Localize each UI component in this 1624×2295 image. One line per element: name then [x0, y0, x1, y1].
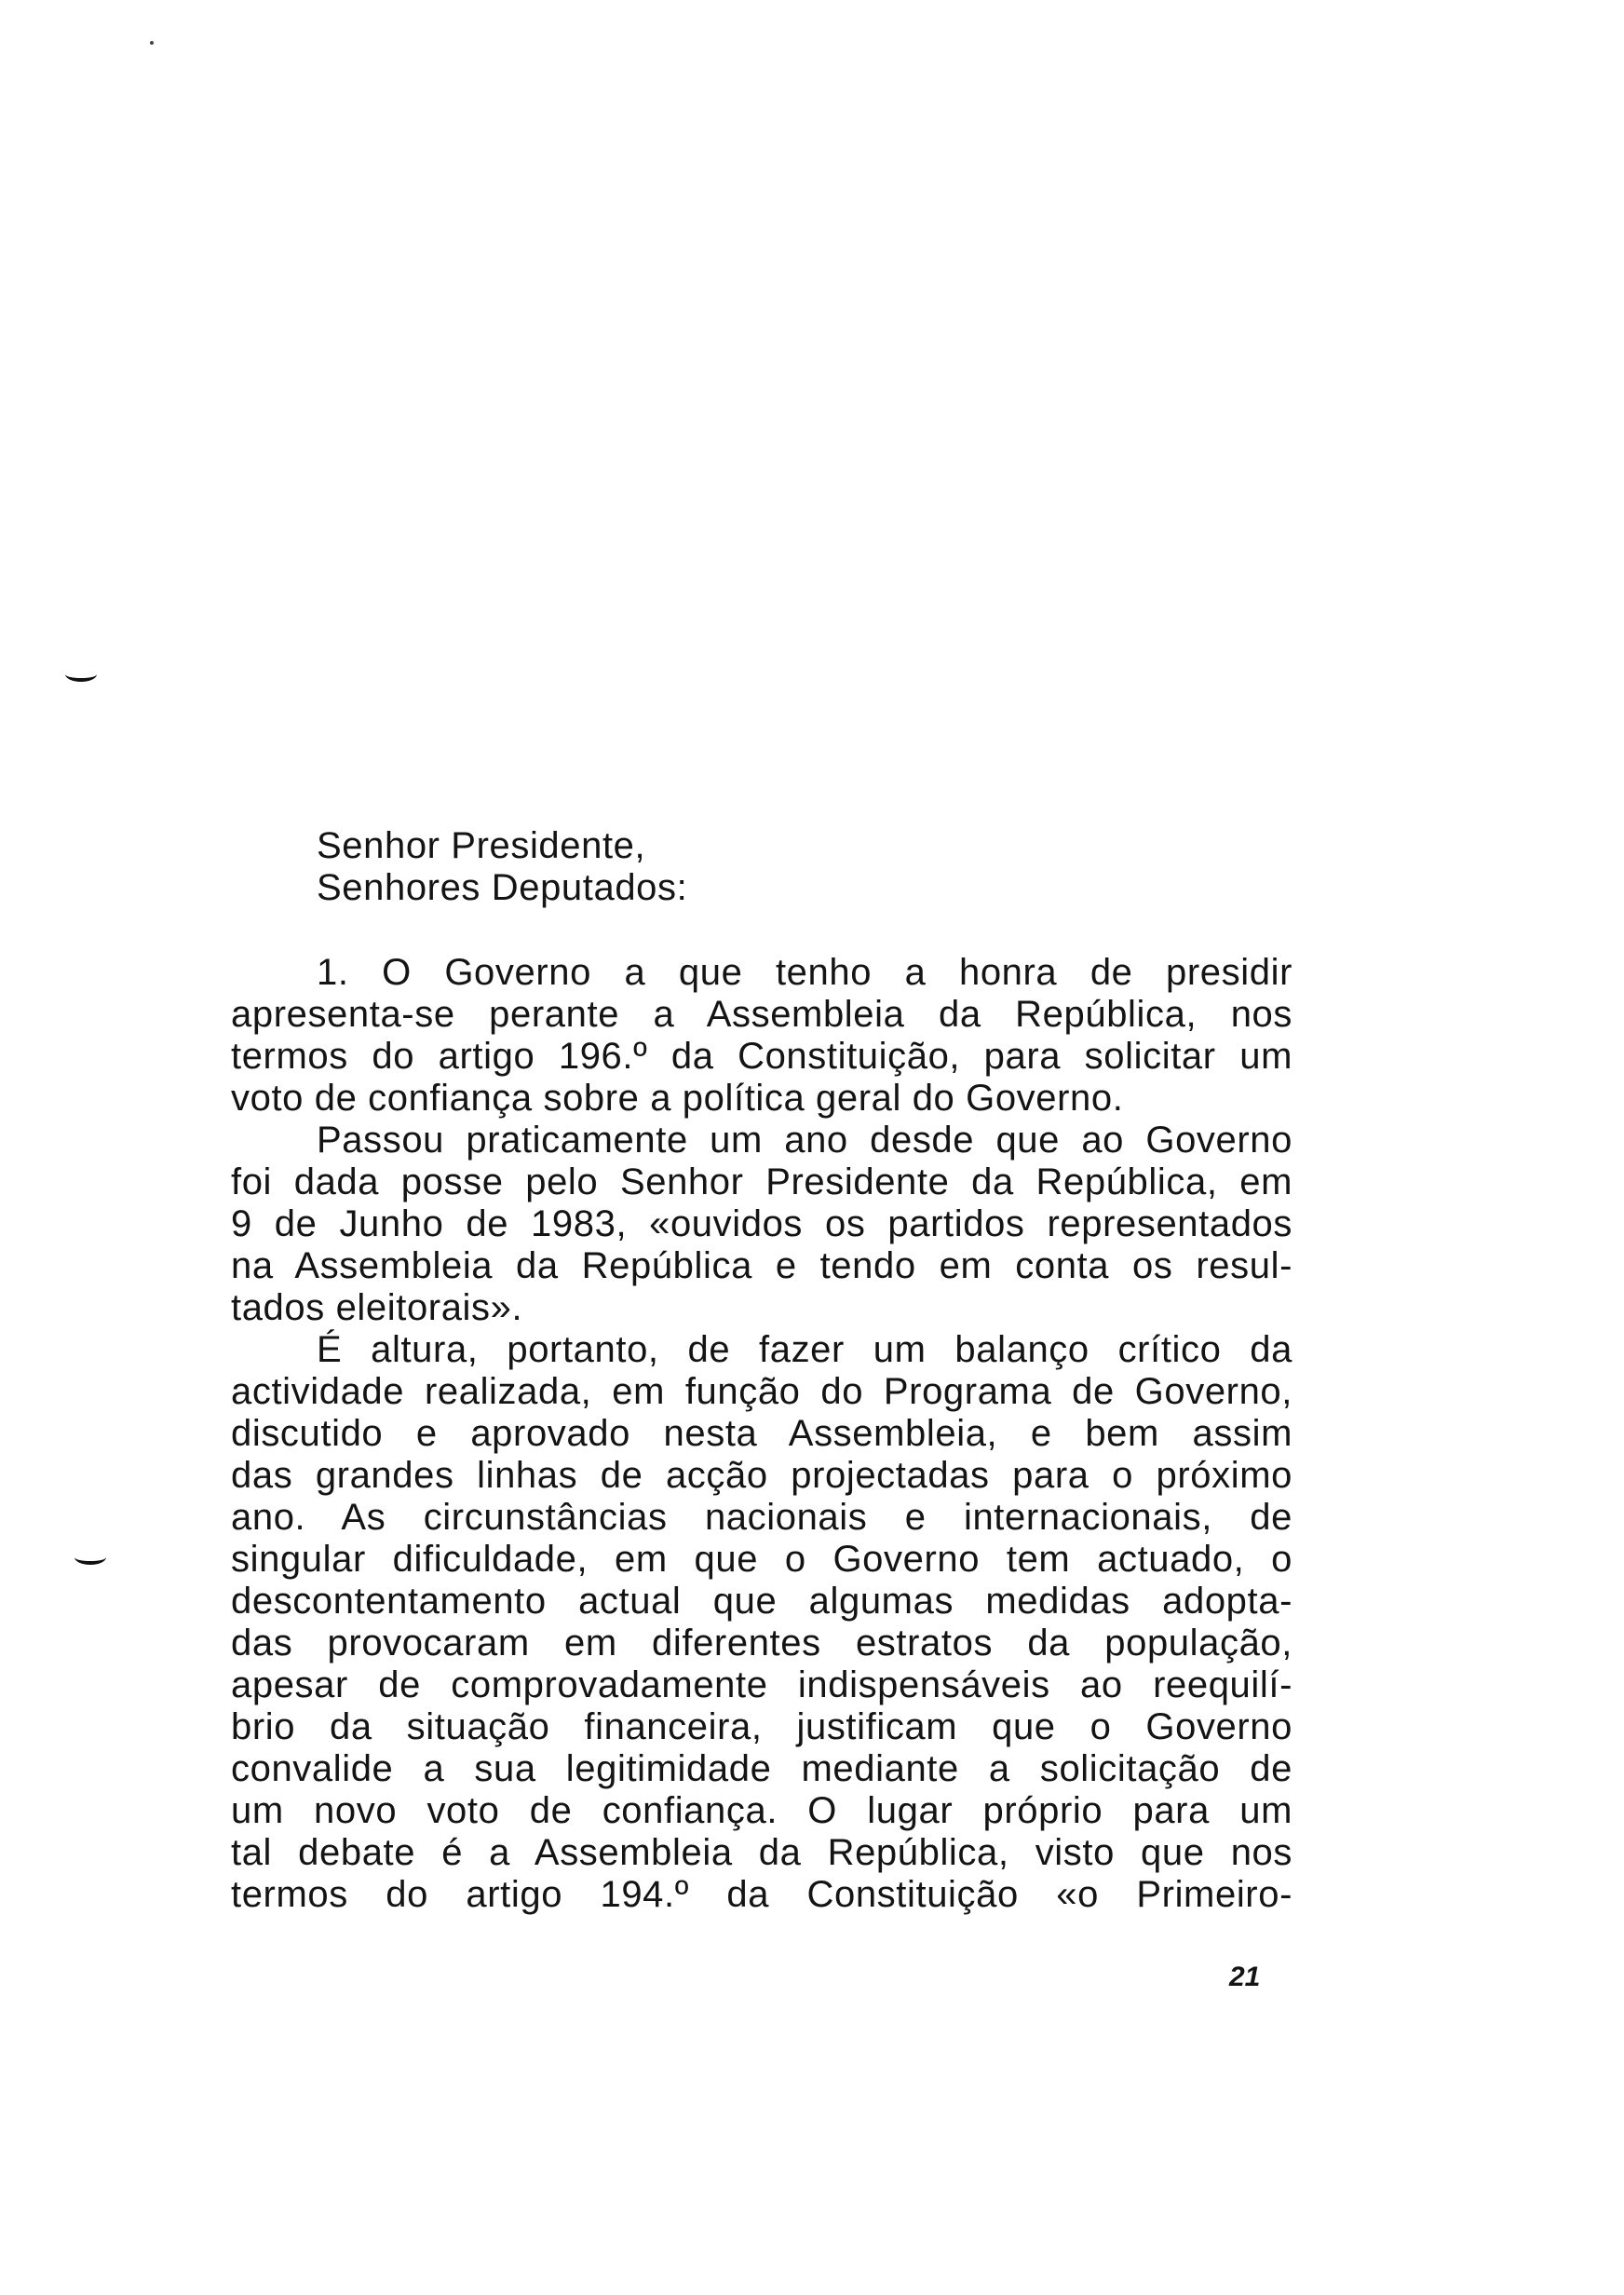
text-line: descontentamento actual que algumas medidas adopta- [231, 1581, 1292, 1622]
text-line: um novo voto de confiança. O lugar próprio para um [231, 1790, 1292, 1831]
text-line: actividade realizada, em função do Programa de Governo, [231, 1371, 1292, 1412]
text-line: singular dificuldade, em que o Governo tem actuado, o [231, 1539, 1292, 1580]
salutation-line: Senhor Presidente, [317, 825, 646, 866]
text-line: ano. As circunstâncias nacionais e internacionais, de [231, 1497, 1292, 1538]
text-line: termos do artigo 194.º da Constituição «o Primeiro- [231, 1874, 1292, 1915]
text-line: das grandes linhas de acção projectadas para o próximo [231, 1455, 1292, 1496]
text-line: termos do artigo 196.º da Constituição, para solicitar um [231, 1036, 1292, 1077]
text-line: voto de confiança sobre a política geral do Governo. [231, 1078, 1124, 1119]
text-line: apesar de comprovadamente indispensáveis ao reequilí- [231, 1664, 1292, 1705]
text-line: 1. O Governo a que tenho a honra de presidir [317, 952, 1292, 993]
salutation [317, 825, 1155, 909]
text-line: foi dada posse pelo Senhor Presidente da República, em [231, 1161, 1292, 1202]
text-line: Passou praticamente um ano desde que ao Governo [317, 1120, 1292, 1161]
text-line: das provocaram em diferentes estratos da população, [231, 1623, 1292, 1664]
text-line: apresenta-se perante a Assembleia da República, nos [231, 994, 1292, 1035]
text-line: discutido e aprovado nesta Assembleia, e bem assim [231, 1413, 1292, 1454]
speck-mark [150, 41, 154, 45]
body-text [231, 952, 1292, 1916]
text-line: tados eleitorais». [231, 1287, 523, 1328]
text-line: convalide a sua legitimidade mediante a solicitação de [231, 1748, 1292, 1789]
text-line: brio da situação financeira, justificam que o Governo [231, 1706, 1292, 1747]
salutation-line: Senhores Deputados: [317, 867, 688, 908]
text-line: na Assembleia da República e tendo em conta os resul- [231, 1245, 1292, 1286]
text-line: tal debate é a Assembleia da República, visto que nos [231, 1832, 1292, 1873]
margin-mark [74, 1550, 106, 1565]
page-number: 21 [1229, 1962, 1261, 1992]
margin-mark [65, 667, 97, 682]
text-line: 9 de Junho de 1983, «ouvidos os partidos representados [231, 1203, 1292, 1244]
text-line: É altura, portanto, de fazer um balanço crítico da [317, 1329, 1292, 1370]
